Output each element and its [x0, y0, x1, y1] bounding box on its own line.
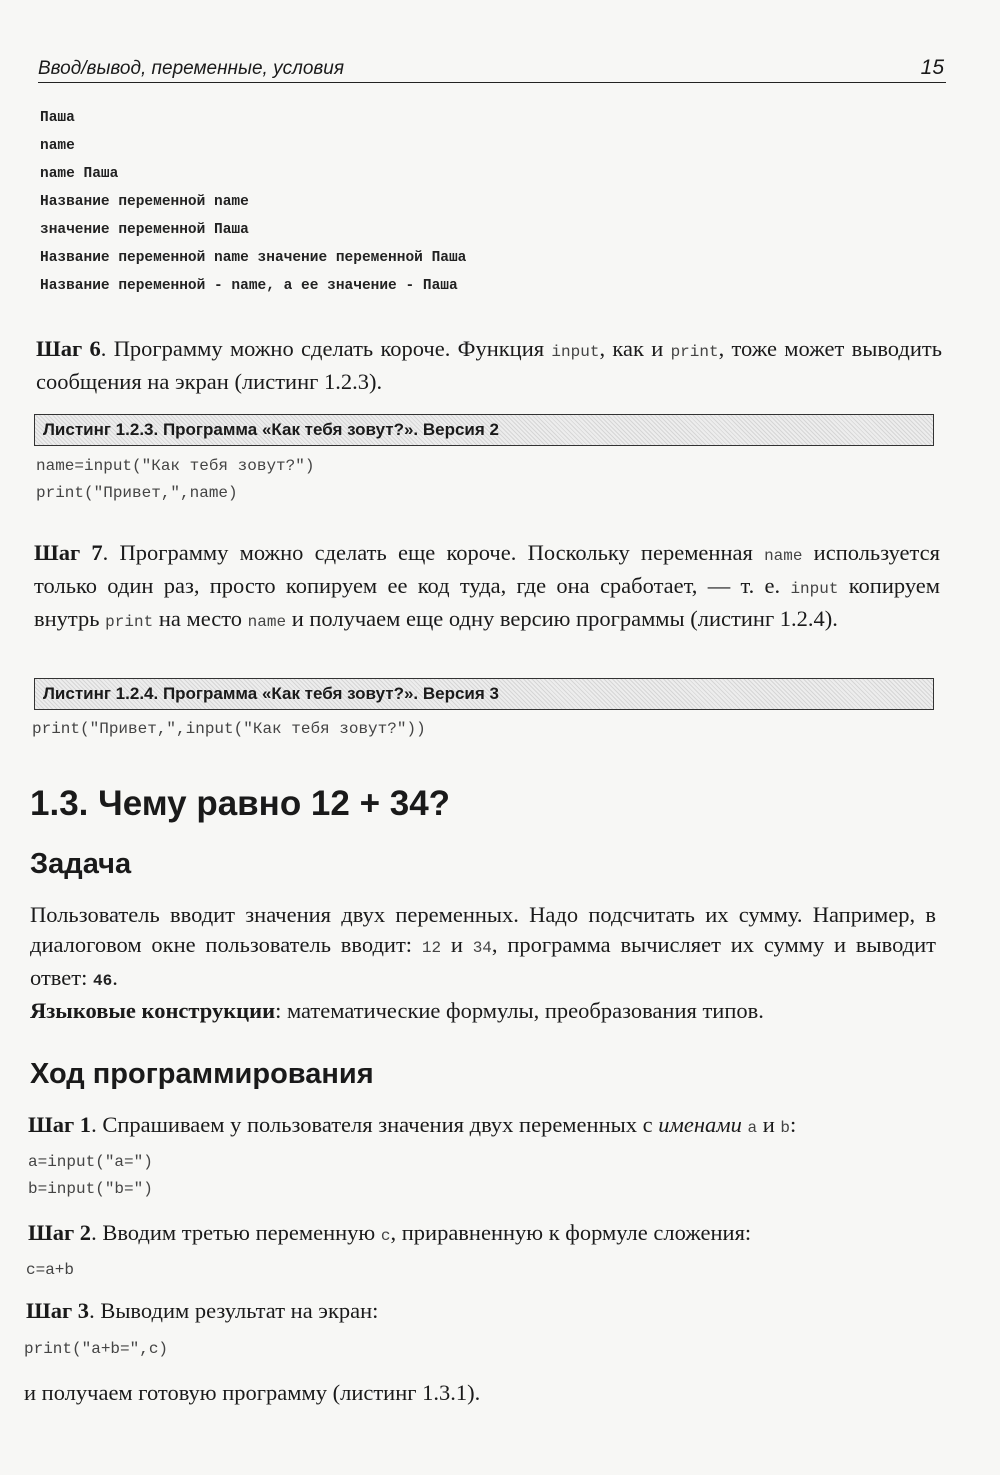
inline-code: name — [247, 613, 287, 631]
program-output — [40, 108, 466, 304]
task-heading: Задача — [30, 848, 132, 880]
output-line: name Паша — [40, 166, 119, 182]
output-line: Название переменной name — [40, 194, 249, 210]
step3-paragraph: Шаг 3. Выводим результат на экран: — [26, 1298, 379, 1323]
step6-paragraph: Шаг 6. Программу можно сделать короче. Функция input, как и print, тоже может выводить сообщения на экран (листинг 1.2.3). — [36, 336, 942, 394]
listing-1-2-3-caption: Листинг 1.2.3. Программа «Как тебя зовут?». Версия 2 — [34, 414, 934, 446]
progress-heading: Ход программирования — [30, 1058, 374, 1090]
code-line: c=a+b — [26, 1261, 75, 1279]
inline-code: a — [747, 1119, 758, 1137]
output-line: Название переменной - name, а ее значение - Паша — [40, 278, 458, 294]
closing-paragraph: и получаем готовую программу (листинг 1.3.1). — [24, 1380, 481, 1405]
task-paragraph: Пользователь вводит значения двух переменных. Надо подсчитать их сумму. Например, в диалоговом окне пользователь вводит: 12 и 34, программа вычисляет их сумму и выводит ответ: 46. — [30, 902, 936, 990]
running-head — [38, 56, 946, 83]
inline-code: 12 — [421, 939, 442, 957]
inline-code: c — [380, 1227, 391, 1245]
listing-1-2-4-caption: Листинг 1.2.4. Программа «Как тебя зовут?». Версия 3 — [34, 678, 934, 710]
inline-code: input — [551, 343, 600, 361]
step3-label: Шаг 3 — [26, 1298, 90, 1323]
step6-label: Шаг 6 — [36, 336, 101, 361]
output-line: Название переменной name значение переменной Паша — [40, 250, 467, 266]
inline-code: 34 — [472, 939, 492, 957]
constructs-label: Языковые конструкции — [30, 998, 276, 1023]
step1-paragraph: Шаг 1. Спрашиваем у пользователя значения двух переменных с именами a и b: — [28, 1112, 797, 1137]
code-line: a=input("a=") — [28, 1153, 153, 1171]
inline-code-bold: 46 — [92, 972, 113, 990]
step2-paragraph: Шаг 2. Вводим третью переменную c, приравненную к формуле сложения: — [28, 1220, 752, 1245]
output-line: Паша — [40, 110, 75, 126]
step2-label: Шаг 2 — [28, 1220, 92, 1245]
page-number: 15 — [920, 56, 944, 79]
step1-label: Шаг 1 — [28, 1112, 92, 1137]
code-line: print("Привет,",input("Как тебя зовут?")) — [32, 720, 426, 738]
code-line: b=input("b=") — [28, 1180, 153, 1198]
inline-code: input — [790, 580, 839, 598]
code-line: name=input("Как тебя зовут?") — [36, 457, 315, 475]
constructs-paragraph: Языковые конструкции: математические формулы, преобразования типов. — [30, 998, 764, 1023]
running-head-title: Ввод/вывод, переменные, условия — [38, 58, 345, 79]
inline-code: name — [764, 547, 803, 565]
inline-code: print — [670, 343, 719, 361]
section-heading: 1.3. Чему равно 12 + 34? — [30, 784, 451, 823]
output-line: name — [40, 138, 75, 154]
step7-paragraph: Шаг 7. Программу можно сделать еще короче. Поскольку переменная name используется только один раз, просто копируем ее код туда, где она сработает, — т. е. input копируем внутрь print на место name и получаем еще одну версию программы (листинг 1.2.4). — [34, 540, 940, 631]
inline-code: b — [780, 1119, 790, 1137]
inline-code: print — [105, 613, 154, 631]
step7-label: Шаг 7 — [34, 540, 103, 565]
code-line: print("Привет,",name) — [36, 484, 238, 502]
output-line: значение переменной Паша — [40, 222, 249, 238]
code-line: print("a+b=",c) — [24, 1340, 169, 1358]
